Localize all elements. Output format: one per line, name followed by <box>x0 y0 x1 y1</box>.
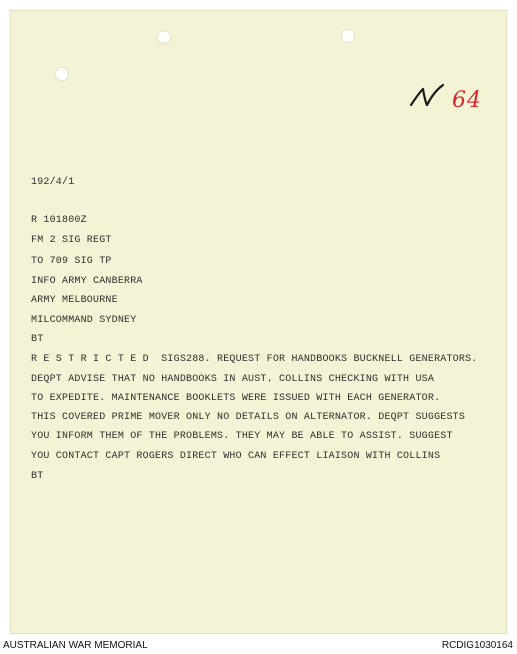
header-line-to: TO 709 SIG TP <box>31 256 112 267</box>
header-break-bt: BT <box>31 334 44 345</box>
punch-hole <box>55 67 69 81</box>
message-body-line: DEQPT ADVISE THAT NO HANDBOOKS IN AUST. COLLINS CHECKING WITH USA <box>31 374 435 385</box>
header-line-dtg: R 101800Z <box>31 215 87 226</box>
footer-source-label: AUSTRALIAN WAR MEMORIAL <box>3 640 148 651</box>
message-end-bt: BT <box>31 471 44 482</box>
punch-hole <box>157 30 171 44</box>
header-line-from: FM 2 SIG REGT <box>31 235 112 246</box>
message-body-line: R E S T R I C T E D SIGS288. REQUEST FOR HANDBOOKS BUCKNELL GENERATORS. <box>31 354 478 365</box>
header-line-info: INFO ARMY CANBERRA <box>31 276 143 287</box>
folio-number: 64 <box>452 88 482 113</box>
header-line-info-3: MILCOMMAND SYDNEY <box>31 315 137 326</box>
header-line-info-2: ARMY MELBOURNE <box>31 295 118 306</box>
message-body-line: THIS COVERED PRIME MOVER ONLY NO DETAILS ON ALTERNATOR. DEQPT SUGGESTS <box>31 412 466 423</box>
punch-hole <box>341 29 355 43</box>
footer-record-id: RCDIG1030164 <box>441 640 513 651</box>
handwritten-tick-mark <box>409 81 449 111</box>
message-body-line: YOU INFORM THEM OF THE PROBLEMS. THEY MAY BE ABLE TO ASSIST. SUGGEST <box>31 431 453 442</box>
document-page <box>10 10 507 634</box>
message-body-line: YOU CONTACT CAPT ROGERS DIRECT WHO CAN EFFECT LIAISON WITH COLLINS <box>31 451 441 462</box>
message-body-line: TO EXPEDITE. MAINTENANCE BOOKLETS WERE ISSUED WITH EACH GENERATOR. <box>31 393 441 404</box>
file-reference: 192/4/1 <box>31 177 75 188</box>
